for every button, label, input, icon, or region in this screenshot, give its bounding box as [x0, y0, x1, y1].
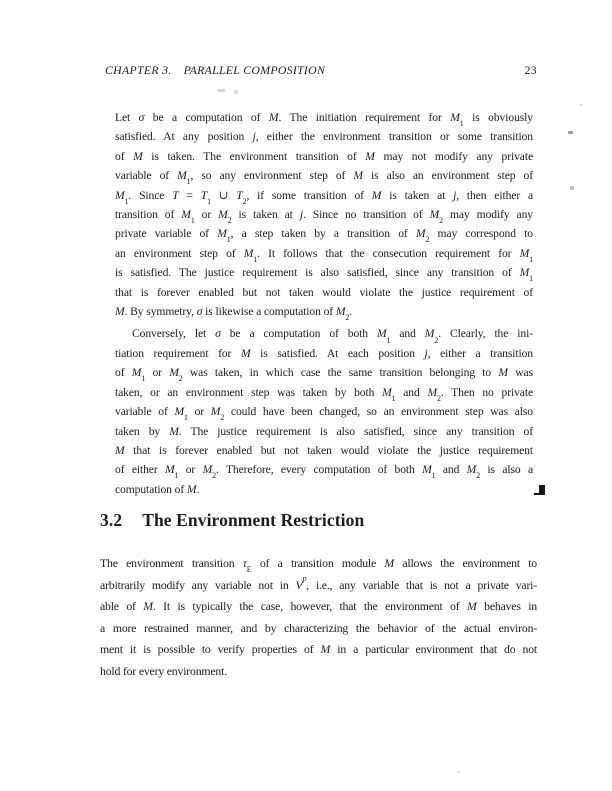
text-line: of either $M_1$ or $M_2$. Therefore, every computation of both $M_1$ and $M_2$ is also a — [115, 463, 534, 481]
text-line: variable of $M_1$, so any environment step of M is also an environment step of — [115, 169, 534, 187]
text-line: arbitrarily modify any variable not in $V^p$, i.e., any variable that is not a private vari- — [100, 573, 537, 592]
qed-tombstone-icon — [534, 485, 545, 495]
scan-artifact — [234, 90, 238, 94]
proof-text-block — [115, 108, 533, 499]
chapter-title: PARALLEL COMPOSITION — [183, 63, 326, 77]
text-line: variable of $M_1$ or $M_2$ could have been changed, so an environment step was also — [115, 405, 533, 423]
text-line: The environment transition $\tau_E$ of a transition module M allows the environment to — [100, 556, 537, 575]
text-line: ment it is possible to verify properties of M in a particular environment that do not — [100, 642, 537, 657]
text-line: of M is taken. The environment transition of M may not modify any private — [115, 149, 533, 163]
scan-artifact — [580, 104, 582, 106]
section-heading — [100, 507, 540, 533]
text-line: hold for every environment. — [100, 663, 227, 678]
text-line: a more restrained manner, and by characterizing the behavior of the actual environ- — [100, 620, 537, 635]
scan-artifact — [457, 771, 460, 773]
scan-artifact — [217, 89, 225, 92]
text-line: M that is forever enabled but not taken would violate the justice requirement — [115, 443, 533, 457]
text-line: Conversely, let σ be a computation of both $M_1$ and $M_2$. Clearly, the ini- — [132, 327, 533, 345]
text-line: Let σ be a computation of M. The initiation requirement for $M_1$ is obviously — [115, 111, 534, 129]
scan-artifact — [568, 131, 573, 134]
text-line: is satisfied. The justice requirement is also satisfied, since any transition of $M_1$ — [115, 266, 533, 284]
text-line: taken by M. The justice requirement is also satisfied, since any transition of — [115, 424, 533, 438]
section-title: The Environment Restriction — [142, 510, 365, 530]
text-line: an environment step of $M_1$. It follows that the consecution requirement for $M_1$ — [115, 246, 534, 264]
page-header — [105, 63, 537, 78]
scan-artifact — [570, 186, 574, 190]
text-line: M. By symmetry, σ is likewise a computation of $M_2$. — [115, 305, 353, 323]
chapter-label: CHAPTER 3. — [105, 63, 172, 77]
text-line: taken, or an environment step was taken by both $M_1$ and $M_2$. Then no private — [115, 385, 533, 403]
proof-paragraph-1 — [115, 108, 533, 321]
proof-paragraph-2 — [115, 324, 533, 499]
text-line: tiation requirement for M is satisfied. At each position j, either a transition — [115, 346, 534, 360]
text-line: computation of M. — [115, 482, 200, 496]
text-line: that is forever enabled but not taken would violate the justice requirement of — [115, 285, 533, 299]
text-line: satisfied. At any position j, either the environment transition or some transition — [115, 130, 533, 144]
page-number: 23 — [524, 63, 537, 77]
text-line: able of M. It is typically the case, however, that the environment of M behaves in — [100, 599, 538, 614]
text-line: $M_1$. Since $T = T_1$ ∪ $T_2$, if some transition of M is taken at j, then either a — [115, 188, 533, 206]
text-line: of $M_1$ or $M_2$ was taken, in which case the same transition belonging to M was — [115, 366, 533, 384]
text-line: transition of $M_1$ or $M_2$ is taken at j. Since no transition of $M_2$ may modify any — [115, 208, 533, 226]
chapter-header — [105, 63, 325, 78]
text-line: private variable of $M_1$, a step taken by a transition of $M_2$ may correspond to — [115, 227, 533, 245]
section-paragraph-1 — [100, 553, 537, 683]
section-body-text — [100, 553, 537, 683]
section-number: 3.2 — [100, 510, 123, 530]
